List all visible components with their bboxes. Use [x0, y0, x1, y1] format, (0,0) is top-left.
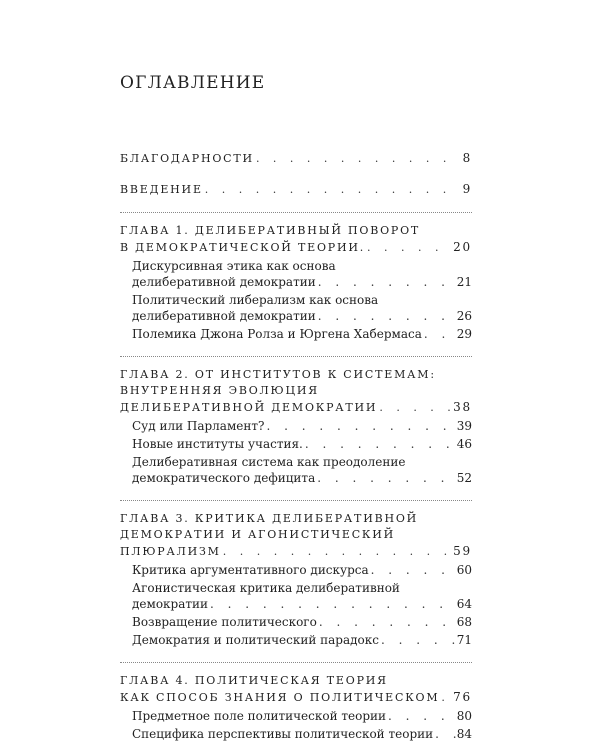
toc-leader-dots: [315, 470, 457, 486]
toc-line: [120, 543, 472, 560]
toc-entry-title: Новые институты участия.: [132, 437, 303, 451]
toc-leader-dots: [365, 240, 453, 256]
toc-line: [132, 274, 472, 290]
toc-entry-title: ГЛАВА 4. ПОЛИТИЧЕСКАЯ ТЕОРИЯ: [120, 674, 388, 687]
toc-entry-title: ГЛАВА 2. ОТ ИНСТИТУТОВ К СИСТЕМАМ:: [120, 368, 436, 381]
toc-subentry[interactable]: [120, 632, 472, 648]
toc-line: [120, 150, 472, 167]
toc-subentry[interactable]: [120, 326, 472, 342]
toc-line: [132, 596, 472, 612]
chapter-divider: [120, 500, 472, 501]
toc-leader-dots: [254, 151, 460, 167]
toc-heading: ОГЛАВЛЕНИЕ: [120, 73, 266, 93]
toc-line: [132, 562, 472, 578]
toc-entry-title: КАК СПОСОБ ЗНАНИЯ О ПОЛИТИЧЕСКОМ: [120, 691, 440, 704]
toc-entry[interactable]: [120, 181, 472, 198]
toc-entry-title: демократии: [132, 597, 209, 611]
toc-line: [120, 527, 472, 543]
toc-entry-title: Суд или Парламент?: [132, 419, 265, 433]
chapter-block: [120, 223, 472, 342]
toc-leader-dots: [379, 632, 457, 648]
toc-leader-dots: [439, 690, 453, 706]
toc-page-number: 21: [456, 275, 472, 289]
toc-line: [120, 383, 472, 399]
toc-subentry[interactable]: [120, 562, 472, 578]
toc-entry-title: Полемика Джона Ролза и Юргена Хабермаса: [132, 327, 422, 341]
toc-line: [132, 308, 472, 324]
toc-line: [132, 614, 472, 630]
toc-line: [132, 580, 472, 596]
toc-entry-title: ПЛЮРАЛИЗМ: [120, 545, 221, 558]
toc-entry-title: демократического дефицита: [132, 471, 316, 485]
toc-leader-dots: [369, 562, 457, 578]
toc-line: [132, 436, 472, 452]
toc-line: [132, 418, 472, 434]
toc-entry-title: Специфика перспективы политической теории: [132, 727, 434, 741]
toc-line: [120, 689, 472, 706]
toc-page-number: 8: [462, 151, 472, 165]
toc-subentry[interactable]: [120, 418, 472, 434]
toc-line: [132, 326, 472, 342]
toc-entry-title: Возвращение политического: [132, 615, 317, 629]
toc-entry-title: В ДЕМОКРАТИЧЕСКОЙ ТЕОРИИ.: [120, 241, 366, 254]
toc-leader-dots: [317, 614, 457, 630]
chapter-block: [120, 673, 472, 742]
toc-page-number: 64: [456, 597, 472, 611]
toc-entry-title: Критика аргументативного дискурса: [132, 563, 369, 577]
spacer: [120, 167, 472, 181]
toc-page-number: 76: [453, 690, 472, 704]
toc-entry-title: Демократия и политический парадокс: [132, 633, 379, 647]
toc-page-number: 60: [456, 563, 472, 577]
toc-entry[interactable]: [120, 223, 472, 256]
toc-leader-dots: [377, 400, 453, 416]
toc-page-number: 80: [456, 709, 472, 723]
chapter-block: [120, 511, 472, 648]
toc-leader-dots: [433, 726, 457, 742]
toc-page-number: 38: [453, 400, 472, 414]
toc-entry-title: ДЕМОКРАТИИ И АГОНИСТИЧЕСКИЙ: [120, 528, 396, 541]
toc-page-number: 59: [453, 544, 472, 558]
toc-page-number: 68: [456, 615, 472, 629]
toc-leader-dots: [264, 418, 456, 434]
toc-entry-title: ГЛАВА 1. ДЕЛИБЕРАТИВНЫЙ ПОВОРОТ: [120, 224, 421, 237]
toc-page-number: 84: [456, 727, 472, 741]
toc-entry-title: Агонистическая критика делиберативной: [132, 581, 400, 595]
toc-page-number: 20: [453, 240, 472, 254]
toc-line: [120, 367, 472, 383]
toc-page-number: 46: [456, 437, 472, 451]
toc-page-number: 71: [456, 633, 472, 647]
chapter-divider: [120, 356, 472, 357]
table-of-contents: [120, 150, 472, 742]
toc-line: [132, 632, 472, 648]
toc-line: [120, 223, 472, 239]
toc-subentry[interactable]: [120, 614, 472, 630]
toc-leader-dots: [203, 182, 460, 198]
toc-page-number: 29: [456, 327, 472, 341]
toc-entry-title: ВВЕДЕНИЕ: [120, 183, 203, 196]
toc-subentry[interactable]: [120, 580, 472, 612]
toc-line: [132, 258, 472, 274]
toc-entry-title: ГЛАВА 3. КРИТИКА ДЕЛИБЕРАТИВНОЙ: [120, 512, 419, 525]
toc-leader-dots: [422, 326, 457, 342]
toc-subentry[interactable]: [120, 708, 472, 724]
toc-entry-title: ДЕЛИБЕРАТИВНОЙ ДЕМОКРАТИИ: [120, 401, 378, 414]
toc-subentry[interactable]: [120, 436, 472, 452]
toc-line: [120, 399, 472, 416]
toc-leader-dots: [316, 274, 457, 290]
toc-page-number: 9: [462, 182, 472, 196]
toc-entry[interactable]: [120, 673, 472, 706]
toc-page-number: 39: [456, 419, 472, 433]
toc-subentry[interactable]: [120, 454, 472, 486]
toc-leader-dots: [386, 708, 457, 724]
toc-subentry[interactable]: [120, 258, 472, 290]
toc-entry-title: Политический либерализм как основа: [132, 293, 379, 307]
toc-entry-title: Делиберативная система как преодоление: [132, 455, 406, 469]
toc-line: [132, 470, 472, 486]
toc-line: [120, 181, 472, 198]
toc-leader-dots: [221, 544, 453, 560]
toc-line: [132, 726, 472, 742]
toc-entry-title: Предметное поле политической теории: [132, 709, 387, 723]
toc-leader-dots: [208, 596, 457, 612]
toc-entry[interactable]: [120, 511, 472, 560]
chapter-divider: [120, 662, 472, 663]
toc-page-number: 26: [456, 309, 472, 323]
toc-line: [120, 511, 472, 527]
toc-line: [132, 454, 472, 470]
toc-entry-title: ВНУТРЕННЯЯ ЭВОЛЮЦИЯ: [120, 384, 319, 397]
toc-entry-title: БЛАГОДАРНОСТИ: [120, 152, 254, 165]
toc-line: [120, 239, 472, 256]
toc-leader-dots: [303, 436, 457, 452]
toc-line: [132, 708, 472, 724]
toc-entry[interactable]: [120, 367, 472, 416]
chapter-divider: [120, 212, 472, 213]
toc-subentry[interactable]: [120, 726, 472, 742]
toc-entry-title: делиберативной демократии: [132, 275, 316, 289]
toc-subentry[interactable]: [120, 292, 472, 324]
toc-entry-title: Дискурсивная этика как основа: [132, 259, 336, 273]
toc-leader-dots: [316, 308, 457, 324]
chapter-block: [120, 367, 472, 486]
toc-line: [120, 673, 472, 689]
toc-entry[interactable]: [120, 150, 472, 167]
toc-entry-title: делиберативной демократии: [132, 309, 316, 323]
toc-page-number: 52: [456, 471, 472, 485]
toc-line: [132, 292, 472, 308]
